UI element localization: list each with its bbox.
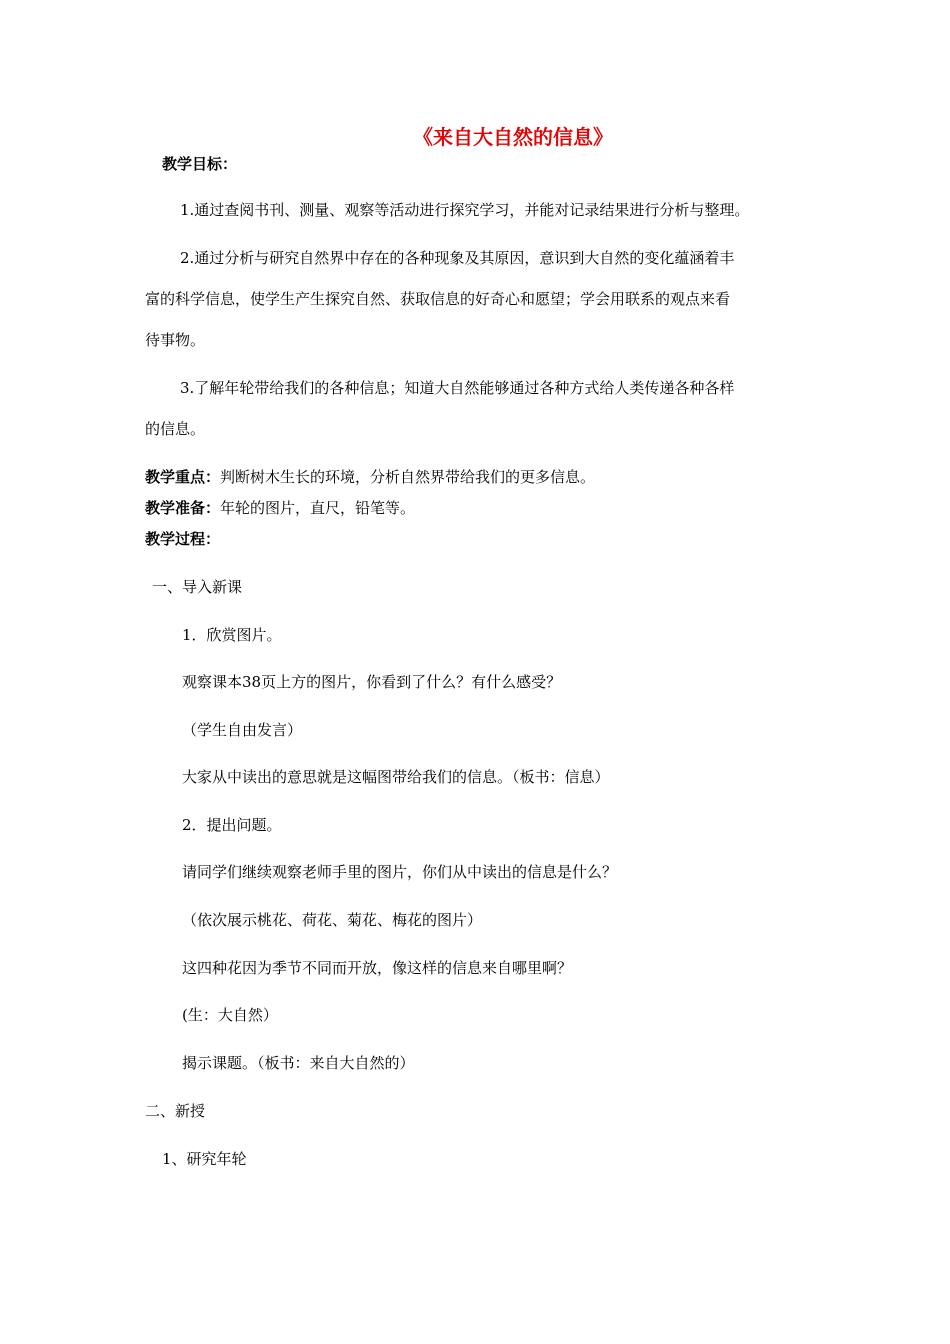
objective-item-2-line-2: 富的科学信息，使学生产生探究自然、获取信息的好奇心和愿望；学会用联系的观点来看 [145, 290, 731, 308]
key-point-text: 判断树木生长的环境，分析自然界带给我们的更多信息。 [220, 468, 596, 486]
objective-item-1: 1.通过查阅书刊、测量、观察等活动进行探究学习，并能对记录结果进行分析与整理。 [180, 201, 750, 219]
part1-line: 请同学们继续观察老师手里的图片，你们从中读出的信息是什么？ [182, 863, 618, 881]
part1-line: 观察课本38页上方的图片，你看到了什么？有什么感受？ [182, 673, 562, 691]
preparation [145, 498, 415, 518]
part1-heading: 一、导入新课 [152, 578, 243, 596]
process-heading: 教学过程： [145, 530, 221, 548]
preparation-label: 教学准备： [145, 499, 221, 517]
part1-line: 2．提出问题。 [182, 816, 282, 834]
part1-line: 这四种花因为季节不同而开放，像这样的信息来自哪里啊？ [182, 959, 573, 977]
part1-line: 大家从中读出的意思就是这幅图带给我们的信息。（板书：信息） [182, 768, 610, 786]
part1-line: 1．欣赏图片。 [182, 626, 282, 644]
part1-line: （依次展示桃花、荷花、菊花、梅花的图片） [182, 911, 483, 929]
part2-sub1: 1、研究年轮 [162, 1150, 247, 1168]
part1-line: 揭示课题。（板书：来自大自然的） [182, 1054, 415, 1072]
part1-line: （学生自由发言） [182, 721, 303, 739]
part2-heading: 二、新授 [145, 1102, 206, 1120]
objective-item-2-line-3: 待事物。 [145, 331, 206, 349]
objective-item-2-line-1: 2.通过分析与研究自然界中存在的各种现象及其原因，意识到大自然的变化蕴涵着丰 [180, 249, 735, 267]
objectives-heading: 教学目标： [162, 155, 238, 173]
document-title: 《来自大自然的信息》 [413, 125, 613, 149]
preparation-text: 年轮的图片，直尺，铅笔等。 [220, 499, 416, 517]
objective-item-3-line-1: 3.了解年轮带给我们的各种信息；知道大自然能够通过各种方式给人类传递各种各样 [180, 379, 735, 397]
objective-item-3-line-2: 的信息。 [145, 420, 206, 438]
key-point [145, 467, 595, 487]
key-point-label: 教学重点： [145, 468, 221, 486]
part1-line: (生：大自然） [182, 1006, 278, 1024]
